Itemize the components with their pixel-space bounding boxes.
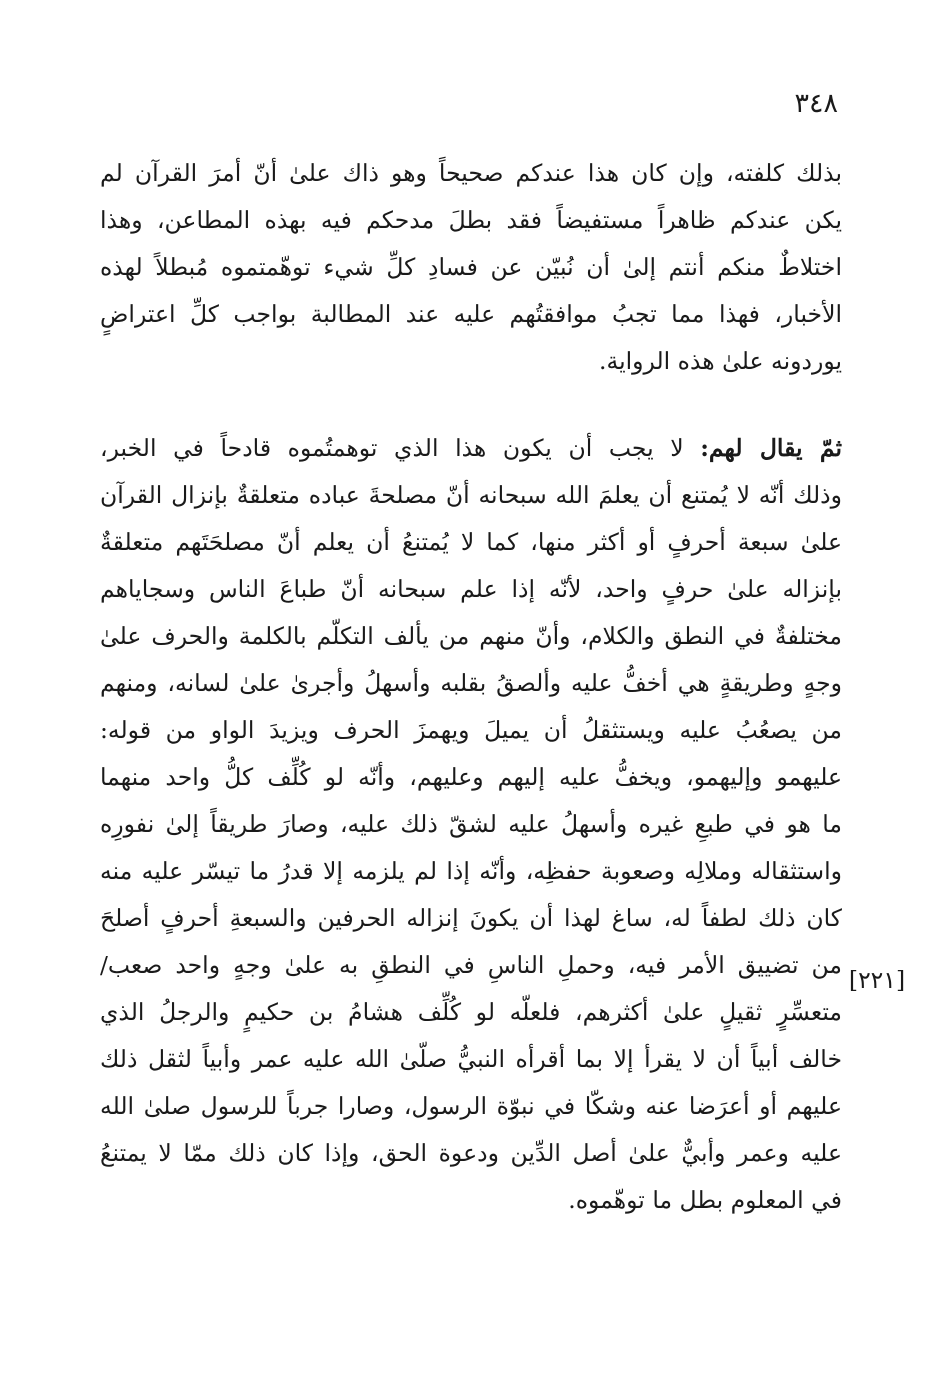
text-line: خالف أبياً أن لا يقرأ إلا بما أقرأه النبيُّ صلّىٰ الله عليه عمر وأبياً لثقل ذلك: [100, 1045, 842, 1073]
text-line: مختلفةٌ في النطق والكلام، وأنّ منهم من يألف التكلّم بالكلمة والحرف علىٰ: [100, 622, 842, 650]
text-line-rest: لا يجب أن يكون هذا الذي توهمتُموه قادحاً في الخبر،: [100, 434, 684, 462]
text-line: عليهمو وإليهمو، ويخفُّ عليه إليهم وعليهم، وأنّه لو كُلِّف كلُّ واحد منهما: [100, 763, 842, 791]
text-line: وذلك أنّه لا يُمتنع أن يعلمَ الله سبحانه أنّ مصلحةَ عباده متعلقةٌ بإنزال القرآن: [100, 481, 842, 509]
text-line: يوردونه علىٰ هذه الرواية.: [599, 347, 842, 375]
text-line: وجهٍ وطريقةٍ هي أخفُّ عليه وألصقُ بقلبه وأسهلُ وأجرىٰ علىٰ لسانه، ومنهم: [100, 669, 842, 697]
text-line: بإنزاله علىٰ حرفٍ واحد، لأنّه إذا علم سبحانه أنّ طباعَ الناس وسجاياهم: [100, 575, 842, 603]
text-line: من يصعُبُ عليه ويستثقلُ أن يميلَ ويهمزَ الحرف ويزيدَ الواو من قوله:: [100, 716, 842, 744]
text-line: عليهم أو أعرَضا عنه وشكّا في نبوّة الرسول، وصارا جرباً للرسول صلىٰ الله: [100, 1092, 842, 1120]
margin-page-reference: [٢٢١]: [848, 966, 906, 994]
text-line: عليه وعمر وأبيٌّ علىٰ أصل الدِّين ودعوة الحق، وإذا كان ذلك ممّا لا يمتنعُ: [100, 1139, 842, 1167]
bold-lead: ثمّ يقال لهم:: [700, 434, 843, 462]
text-line: ما هو في طبعِ غيره وأسهلُ عليه لشقّ ذلك عليه، وصارَ طريقاً إلىٰ نفورِه: [100, 810, 842, 838]
text-line: الأخبار، فهذا مما تجبُ موافقتُهم عليه عند المطالبة بواجب كلِّ اعتراضٍ: [100, 300, 842, 328]
paragraph-2: [100, 425, 842, 1224]
text-line: كان ذلك لطفاً له، ساغ لهذا أن يكونَ إنزاله الحرفين والسبعةِ أحرفٍ أصلحَ: [100, 904, 842, 932]
text-line: متعسِّرٍ ثقيلٍ علىٰ أكثرهم، فلعلّه لو كُلِّف هشامُ بن حكيمٍ والرجلُ الذي: [100, 998, 842, 1026]
paragraph-1: [100, 150, 842, 385]
page-number: ٣٤٨: [794, 88, 838, 119]
text-line: واستثقاله وملالِه وصعوبة حفظِه، وأنّه إذا لم يلزمه إلا قدرُ ما تيسّر عليه منه: [100, 857, 842, 885]
text-line: اختلاطٌ منكم أنتم إلىٰ أن نُبيّن عن فسادِ كلِّ شيء توهّمتموه مُبطلاً لهذه: [100, 253, 842, 281]
text-line: من تضييق الأمر فيه، وحملِ الناسِ في النطقِ به علىٰ وجهٍ واحد صعب/: [100, 951, 842, 979]
text-line: في المعلوم بطل ما توهّموه.: [568, 1186, 842, 1214]
text-line: بذلك كلفته، وإن كان هذا عندكم صحيحاً وهو ذاك علىٰ أنّ أمرَ القرآن لم: [100, 159, 842, 187]
text-line-lead: [100, 425, 842, 472]
text-line: يكن عندكم ظاهراً مستفيضاً فقد بطلَ مدحكم فيه بهذه المطاعن، وهذا: [100, 206, 842, 234]
text-line: علىٰ سبعة أحرفٍ أو أكثر منها، كما لا يُمتنعُ أن يعلم أنّ مصلحَتَهم متعلقةٌ: [100, 528, 842, 556]
